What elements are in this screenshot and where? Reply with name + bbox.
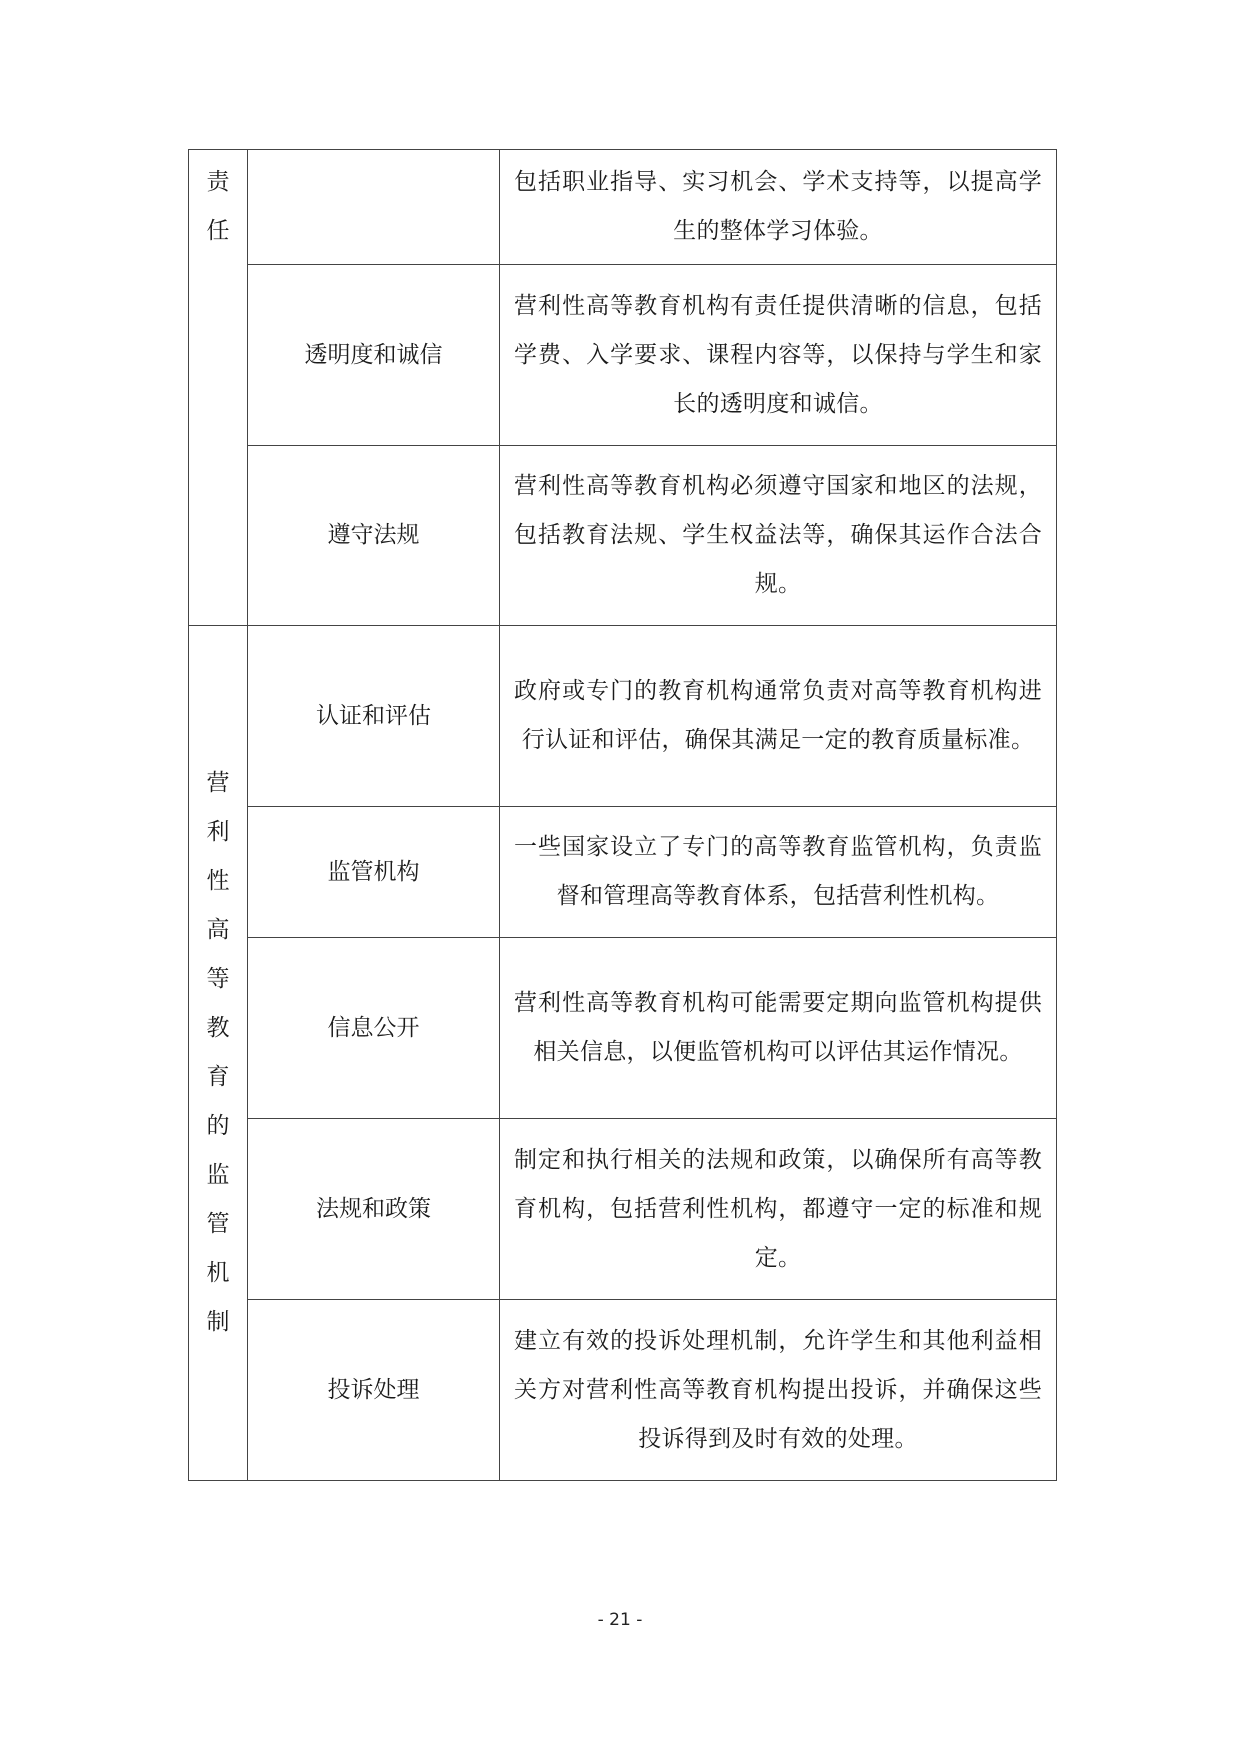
- category-char: 的: [206, 1113, 230, 1139]
- category-char: 机: [206, 1260, 230, 1286]
- item-cell: 透明度和诚信: [248, 265, 500, 446]
- table-row: [189, 626, 1057, 807]
- category-char: 管: [206, 1211, 230, 1237]
- category-char: 营: [206, 770, 230, 796]
- regulation-table: [188, 149, 1057, 1481]
- category-char: 教: [206, 1015, 230, 1041]
- table-row: [189, 1119, 1057, 1300]
- item-cell: [248, 150, 500, 265]
- table-row: [189, 938, 1057, 1119]
- description-cell: 建立有效的投诉处理机制，允许学生和其他利益相关方对营利性高等教育机构提出投诉，并确保这些投诉得到及时有效的处理。: [500, 1300, 1057, 1481]
- description-cell: 营利性高等教育机构有责任提供清晰的信息，包括学费、入学要求、课程内容等，以保持与学生和家长的透明度和诚信。: [500, 265, 1057, 446]
- category-char: 任: [206, 218, 230, 244]
- item-cell: 法规和政策: [248, 1119, 500, 1300]
- category-char: 高: [206, 917, 230, 943]
- description-cell: 营利性高等教育机构必须遵守国家和地区的法规，包括教育法规、学生权益法等，确保其运作合法合规。: [500, 446, 1057, 626]
- category-char: 制: [206, 1309, 230, 1335]
- table-row: [189, 265, 1057, 446]
- description-cell: 制定和执行相关的法规和政策，以确保所有高等教育机构，包括营利性机构，都遵守一定的标准和规定。: [500, 1119, 1057, 1300]
- description-cell: 营利性高等教育机构可能需要定期向监管机构提供相关信息，以便监管机构可以评估其运作情况。: [500, 938, 1057, 1119]
- item-cell: 信息公开: [248, 938, 500, 1119]
- table-row: [189, 446, 1057, 626]
- table-row: [189, 807, 1057, 938]
- description-cell: 政府或专门的教育机构通常负责对高等教育机构进行认证和评估，确保其满足一定的教育质量标准。: [500, 626, 1057, 807]
- table-row: [189, 150, 1057, 265]
- item-cell: 遵守法规: [248, 446, 500, 626]
- category-char: 育: [206, 1064, 230, 1090]
- item-cell: 认证和评估: [248, 626, 500, 807]
- category-cell-responsibility: [189, 150, 248, 626]
- table-row: [189, 1300, 1057, 1481]
- item-cell: 投诉处理: [248, 1300, 500, 1481]
- category-char: 责: [206, 169, 230, 195]
- category-cell-regulation-mechanism: [189, 626, 248, 1481]
- category-char: 监: [206, 1162, 230, 1188]
- category-char: 利: [206, 819, 230, 845]
- description-cell: 包括职业指导、实习机会、学术支持等，以提高学生的整体学习体验。: [500, 150, 1057, 265]
- category-char: 等: [206, 966, 230, 992]
- item-cell: 监管机构: [248, 807, 500, 938]
- category-char: 性: [206, 868, 230, 894]
- description-cell: 一些国家设立了专门的高等教育监管机构，负责监督和管理高等教育体系，包括营利性机构。: [500, 807, 1057, 938]
- page-number: - 21 -: [597, 1610, 643, 1630]
